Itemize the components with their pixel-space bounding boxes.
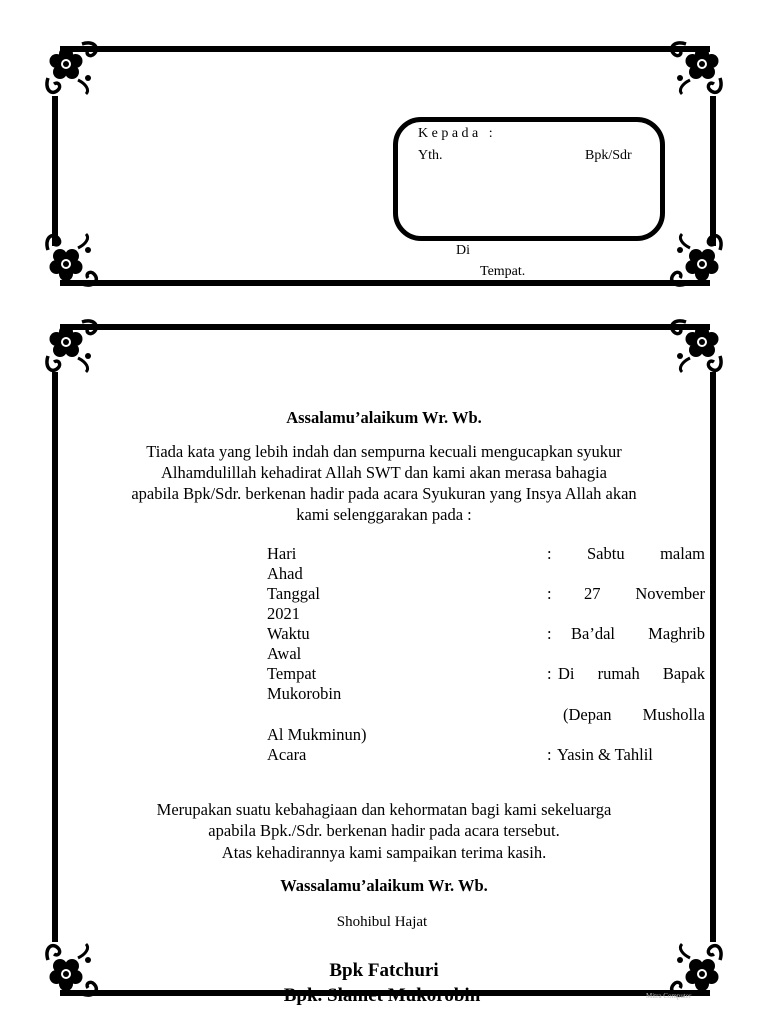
detail-value-hari — [587, 544, 705, 564]
ornament-corner-icon — [42, 232, 100, 290]
detail-label-waktu: Waktu — [267, 624, 310, 643]
detail-label-tanggal: Tanggal — [267, 584, 320, 603]
value-word: November — [635, 584, 705, 603]
envelope-border-bottom — [60, 280, 710, 286]
closing-line: Merupakan suatu kebahagiaan dan kehormatan bagi kami sekeluarga — [156, 800, 612, 819]
ornament-corner-icon — [42, 38, 100, 96]
value-word: malam — [660, 544, 705, 563]
closing-line: apabila Bpk./Sdr. berkenan hadir pada acara tersebut. — [208, 821, 560, 840]
envelope-border-top — [60, 46, 710, 52]
detail-sep: : — [547, 584, 552, 603]
detail-value-tanggal — [584, 584, 705, 604]
detail-sep: : — [547, 745, 552, 764]
tempat-label: Tempat. — [480, 264, 526, 279]
detail-sep: : — [547, 624, 552, 643]
value-word: Sabtu — [587, 544, 625, 563]
value-word: Musholla — [642, 705, 705, 724]
value-word: Ba’dal — [571, 624, 615, 643]
closing-line: Atas kehadirannya kami sampaikan terima kasih. — [221, 843, 547, 862]
value-word: Bapak — [662, 664, 705, 683]
detail-cont-tempat2: Al Mukminun) — [267, 725, 367, 744]
greeting: Assalamu’alaikum Wr. Wb. — [286, 408, 482, 427]
detail-value-tempat — [558, 664, 705, 684]
detail-value-acara: Yasin & Tahlil — [557, 745, 653, 764]
host-name: Bpk. Slamet Mukorobin — [283, 985, 481, 1006]
detail-cont-waktu: Awal — [267, 644, 302, 663]
intro-line: apabila Bpk/Sdr. berkenan hadir pada acara Syukuran yang Insya Allah akan — [131, 484, 637, 503]
intro-line: Tiada kata yang lebih indah dan sempurna kecuali mengucapkan syukur — [146, 442, 622, 461]
detail-cont-hari: Ahad — [267, 564, 303, 583]
letter-border-top — [60, 324, 710, 330]
ornament-corner-icon — [668, 232, 726, 290]
detail-sep: : — [547, 544, 552, 563]
value-word: 27 — [584, 584, 601, 603]
value-word: (Depan — [563, 705, 612, 724]
host-label: Shohibul Hajat — [336, 914, 428, 930]
value-word: rumah — [597, 664, 640, 683]
detail-label-tempat: Tempat — [267, 664, 317, 683]
ornament-corner-icon — [42, 316, 100, 374]
to-label: K e p a d a : — [418, 126, 493, 141]
detail-label-hari: Hari — [267, 544, 297, 563]
yth-label: Yth. — [418, 148, 443, 163]
detail-sep: : — [547, 664, 552, 683]
farewell: Wassalamu’alaikum Wr. Wb. — [280, 876, 488, 895]
di-label: Di — [456, 243, 470, 258]
ornament-corner-icon — [668, 316, 726, 374]
envelope-border-left — [52, 96, 58, 246]
value-word: Maghrib — [648, 624, 705, 643]
detail-cont-tempat: Mukorobin — [267, 684, 342, 703]
detail-value-waktu — [571, 624, 705, 644]
detail-cont-tanggal: 2021 — [267, 604, 300, 623]
bpk-label: Bpk/Sdr — [585, 148, 632, 163]
ornament-corner-icon — [668, 38, 726, 96]
detail-label-acara: Acara — [267, 745, 307, 764]
value-word: Di — [558, 664, 575, 683]
intro-line: Alhamdulillah kehadirat Allah SWT dan kami akan merasa bahagia — [161, 463, 607, 482]
watermark: Mitra Computer — [646, 992, 692, 1000]
host-name: Bpk Fatchuri — [329, 960, 439, 981]
detail-value-tempat2 — [563, 705, 705, 725]
intro-line: kami selenggarakan pada : — [296, 505, 472, 524]
envelope-border-right — [710, 96, 716, 246]
